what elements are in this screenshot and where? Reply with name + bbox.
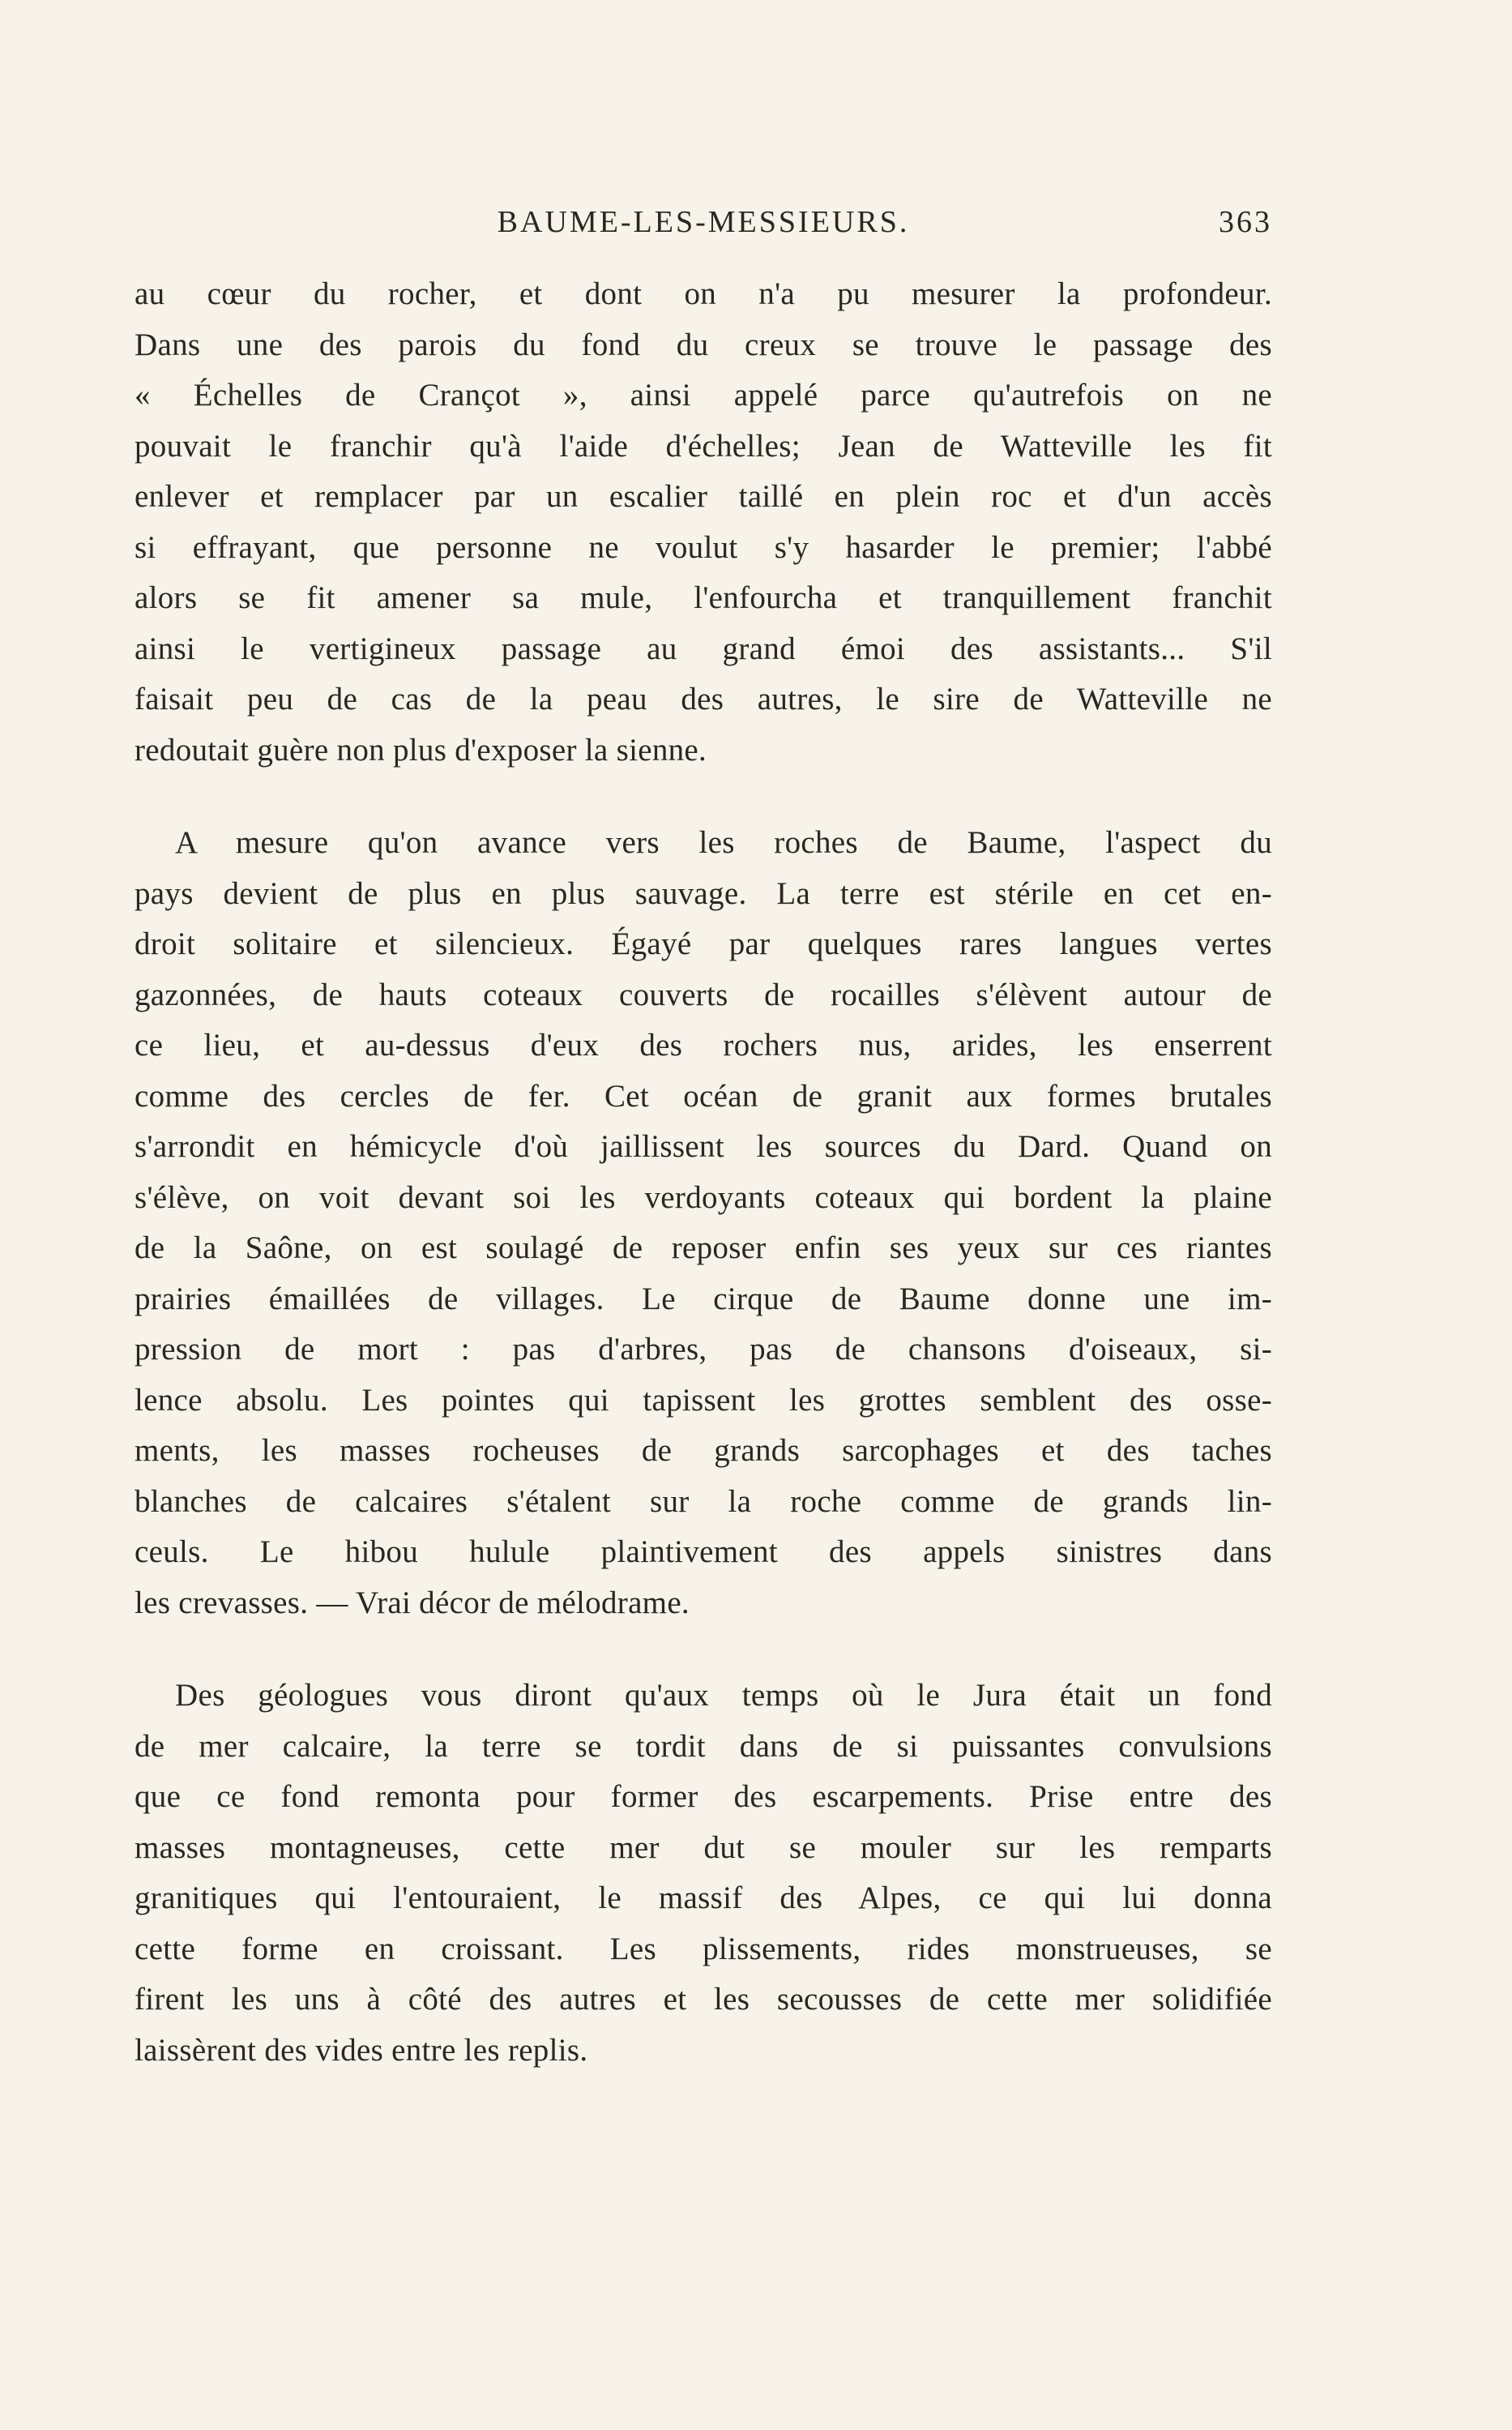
- text-line: cette forme en croissant. Les plissements, rides monstrueuses, se: [135, 1931, 1272, 1966]
- running-title: BAUME-LES-MESSIEURS.: [497, 205, 910, 239]
- text-line: prairies émaillées de villages. Le cirque de Baume donne une im-: [135, 1281, 1272, 1316]
- text-line: de la Saône, on est soulagé de reposer enfin ses yeux sur ces riantes: [135, 1230, 1272, 1265]
- text-line: Des géologues vous diront qu'aux temps où le Jura était un fond: [175, 1678, 1272, 1713]
- text-line: de mer calcaire, la terre se tordit dans de si puissantes convulsions: [135, 1728, 1272, 1764]
- paragraph-2: [135, 818, 1272, 1628]
- text-line: redoutait guère non plus d'exposer la sienne.: [135, 732, 707, 768]
- text-line: droit solitaire et silencieux. Égayé par quelques rares langues vertes: [135, 926, 1272, 961]
- text-line: s'élève, on voit devant soi les verdoyants coteaux qui bordent la plaine: [135, 1179, 1272, 1215]
- text-line: ments, les masses rocheuses de grands sarcophages et des taches: [135, 1433, 1272, 1468]
- text-line: « Échelles de Crançot », ainsi appelé parce qu'autrefois on ne: [135, 378, 1272, 413]
- text-line: faisait peu de cas de la peau des autres, le sire de Watteville ne: [135, 682, 1272, 717]
- text-line: pays devient de plus en plus sauvage. La terre est stérile en cet en-: [135, 875, 1272, 911]
- text-line: enlever et remplacer par un escalier taillé en plein roc et d'un accès: [135, 479, 1272, 514]
- paragraph-spacer: [135, 1628, 1272, 1671]
- text-line: A mesure qu'on avance vers les roches de Baume, l'aspect du: [175, 825, 1272, 860]
- text-line: au cœur du rocher, et dont on n'a pu mesurer la profondeur.: [135, 276, 1272, 311]
- paragraph-3: [135, 1671, 1272, 2076]
- text-line: ceuls. Le hibou hululе plaintivement des appels sinistres dans: [135, 1534, 1272, 1569]
- paragraph-spacer: [135, 776, 1272, 818]
- text-line: granitiques qui l'entouraient, le massif des Alpes, ce qui lui donna: [135, 1880, 1272, 1915]
- page-number: 363: [1219, 205, 1272, 239]
- text-line: gazonnées, de hauts coteaux couverts de rocailles s'élèvent autour de: [135, 977, 1272, 1012]
- text-line: laissèrent des vides entre les replis.: [135, 2032, 588, 2068]
- text-line: lence absolu. Les pointes qui tapissent les grottes semblent des osse-: [135, 1382, 1272, 1418]
- text-line: si effrayant, que personne ne voulut s'y hasarder le premier; l'abbé: [135, 529, 1272, 565]
- text-line: ce lieu, et au-dessus d'eux des rochers nus, arides, les enserrent: [135, 1028, 1272, 1063]
- text-line: alors se fit amener sa mule, l'enfourcha et tranquillement franchit: [135, 580, 1272, 615]
- text-line: s'arrondit en hémicycle d'où jaillissent les sources du Dard. Quand on: [135, 1129, 1272, 1164]
- running-head: [135, 204, 1272, 250]
- text-line: masses montagneuses, cette mer dut se mouler sur les remparts: [135, 1829, 1272, 1865]
- text-line: pression de mort : pas d'arbres, pas de chansons d'oiseaux, si-: [135, 1332, 1272, 1367]
- text-line: pouvait le franchir qu'à l'aide d'échelles; Jean de Watteville les fit: [135, 428, 1272, 464]
- text-line: ainsi le vertigineux passage au grand émoi des assistants... S'il: [135, 631, 1272, 666]
- text-line: les crevasses. — Vrai décor de mélodrame.: [135, 1585, 690, 1620]
- text-line: firent les uns à côté des autres et les secousses de cette mer solidifiée: [135, 1982, 1272, 2017]
- text-line: comme des cercles de fer. Cet océan de granit aux formes brutales: [135, 1078, 1272, 1114]
- body-text: [135, 269, 1272, 2076]
- text-line: blanches de calcaires s'étalent sur la roche comme de grands lin-: [135, 1483, 1272, 1519]
- paragraph-1: [135, 269, 1272, 776]
- text-line: Dans une des parois du fond du creux se trouve le passage des: [135, 327, 1272, 362]
- text-line: que ce fond remonta pour former des escarpements. Prise entre des: [135, 1779, 1272, 1814]
